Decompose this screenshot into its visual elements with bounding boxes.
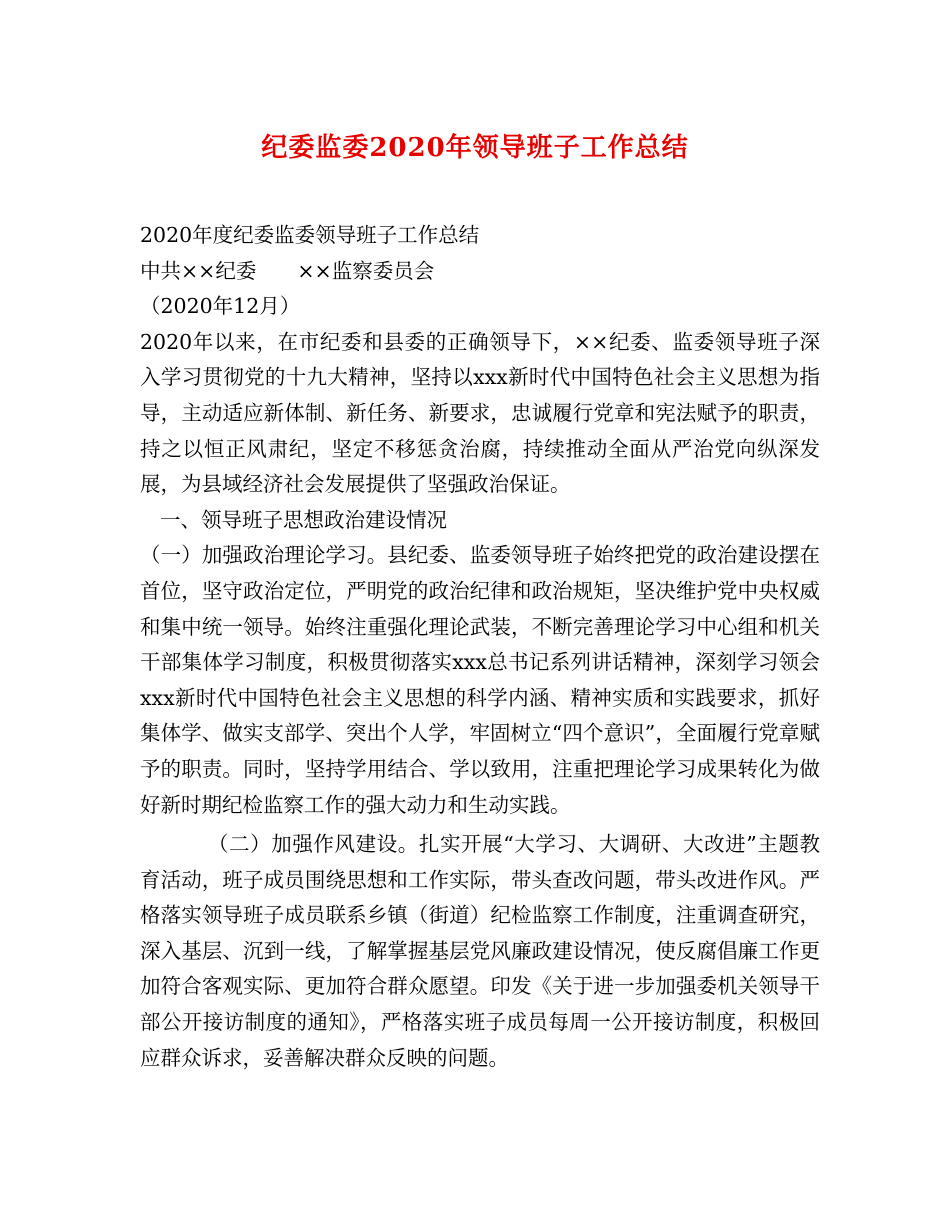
document-body (140, 218, 820, 1076)
intro-paragraph: 2020年以来，在市纪委和县委的正确领导下，××纪委、监委领导班子深入学习贯彻党的十九大精神，坚持以xxx新时代中国特色社会主义思想为指导，主动适应新体制、新任务、新要求，忠诚履行党章和宪法赋予的职责，持之以恒正风肃纪，坚定不移惩贪治腐，持续推动全面从严治党向纵深发展，为县域经济社会发展提供了坚强政治保证。 (140, 329, 820, 497)
paragraph-political-study: （一）加强政治理论学习。县纪委、监委领导班子始终把党的政治建设摆在首位，坚守政治定位，严明党的政治纪律和政治规矩，坚决维护党中央权威和集中统一领导。始终注重强化理论武装，不断完善理论学习中心组和机关干部集体学习制度，积极贯彻落实xxx总书记系列讲话精神，深刻学习领会xxx新时代中国特色社会主义思想的科学内涵、精神实质和实践要求，抓好集体学、做实支部学、突出个人学，牢固树立“四个意识”，全面履行党章赋予的职责。同时，坚持学用结合、学以致用，注重把理论学习成果转化为做好新时期纪检监察工作的强大动力和生动实践。 (140, 543, 820, 817)
document-date: （2020年12月） (140, 294, 301, 319)
section-heading: 一、领导班子思想政治建设情况 (160, 507, 447, 532)
document-issuer: 中共××纪委 ××监察委员会 (140, 258, 435, 283)
paragraph-work-style: （二）加强作风建设。扎实开展“大学习、大调研、大改进”主题教育活动，班子成员围绕思想和工作实际，带头查改问题，带头改进作风。严格落实领导班子成员联系乡镇（街道）纪检监察工作制度，注重调查研究，深入基层、沉到一线，了解掌握基层党风廉政建设情况，使反腐倡廉工作更加符合客观实际、更加符合群众愿望。印发《关于进一步加强委机关领导干部公开接访制度的通知》，严格落实班子成员每周一公开接访制度，积极回应群众诉求，妥善解决群众反映的问题。 (140, 832, 820, 1070)
document-title: 纪委监委2020年领导班子工作总结 (261, 133, 689, 163)
document-subtitle: 2020年度纪委监委领导班子工作总结 (140, 223, 480, 247)
